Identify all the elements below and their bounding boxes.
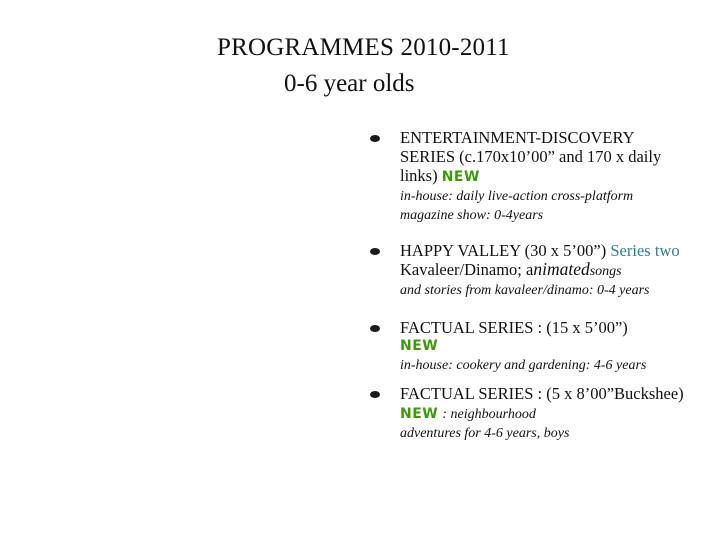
bullet-icon [370, 391, 380, 398]
animated-label: nimated [533, 259, 590, 279]
item-title: FACTUAL SERIES : (5 x 8’00”Buckshee) [400, 384, 684, 403]
item-main-text [400, 318, 688, 356]
item-detail: songs [589, 264, 622, 279]
programme-list [368, 128, 688, 443]
title-line-1: PROGRAMMES 2010-2011 [217, 34, 510, 61]
new-badge: NEW [441, 169, 480, 185]
item-title: FACTUAL SERIES : (15 x 5’00”) [400, 318, 628, 337]
item-title: HAPPY VALLEY (30 x 5’00”) [400, 241, 607, 260]
bullet-icon [370, 135, 380, 142]
title-line-2: 0-6 year olds [284, 70, 415, 97]
item-detail: : neighbourhood [442, 407, 536, 422]
item-detail: in-house: cookery and gardening: 4-6 years [400, 358, 647, 373]
list-item [368, 318, 688, 384]
list-item [368, 128, 688, 241]
item-main-text [400, 128, 688, 187]
list-item [368, 241, 688, 318]
item-main-text [400, 384, 688, 424]
item-detail: and stories from kavaleer/dinamo: 0-4 years [400, 283, 650, 298]
bullet-icon [370, 325, 380, 332]
list-item [368, 384, 688, 443]
new-badge: NEW [400, 338, 439, 354]
bullet-icon [370, 248, 380, 255]
series-label: Series two [610, 241, 680, 260]
item-detail: adventures for 4-6 years, boys [400, 426, 570, 441]
new-badge: NEW [400, 406, 439, 422]
item-detail: in-house: daily live-action cross-platform magazine show: 0-4years [400, 189, 634, 223]
item-producer: Kavaleer/Dinamo; a [400, 260, 534, 279]
item-title: ENTERTAINMENT-DISCOVERY SERIES (c.170x10’00” and 170 x daily links) [400, 128, 662, 185]
item-main-text [400, 241, 688, 281]
